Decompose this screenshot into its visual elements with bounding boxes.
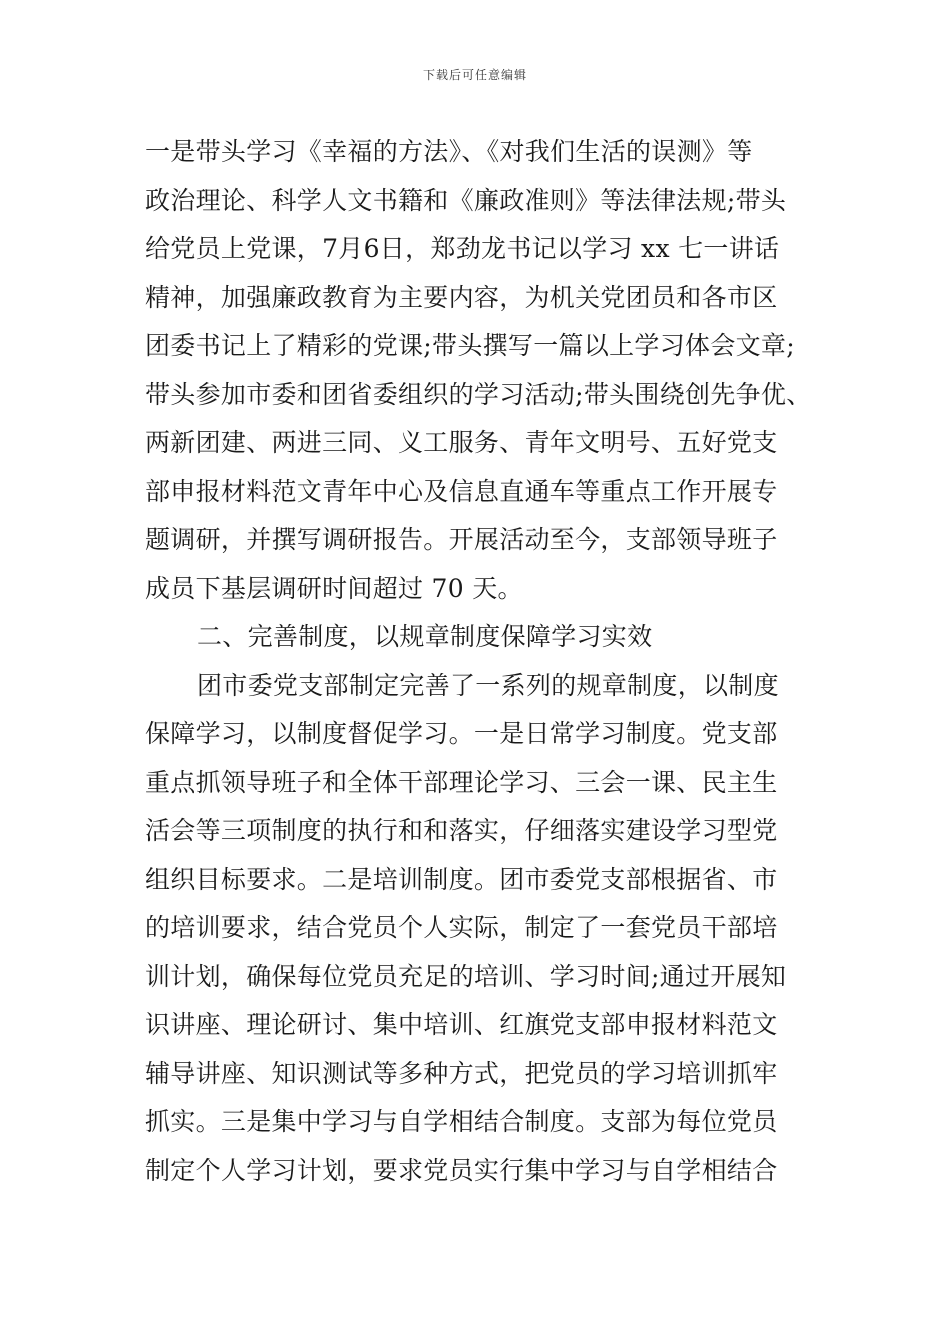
document-body <box>145 128 815 1195</box>
text-line: 训计划，确保每位党员充足的培训、学习时间;通过开展知 <box>145 961 787 991</box>
text-line: 政治理论、科学人文书籍和《廉政准则》等法律法规;带头 <box>145 185 787 215</box>
text-line: 团委书记上了精彩的党课;带头撰写一篇以上学习体会文章; <box>145 331 795 360</box>
text-line: 的培训要求，结合党员个人实际，制定了一套党员干部培 <box>145 913 778 942</box>
text-line: 组织目标要求。二是培训制度。团市委党支部根据省、市 <box>145 864 778 894</box>
section-heading: 二、完善制度，以规章制度保障学习实效 <box>197 622 653 651</box>
text-line: 识讲座、理论研讨、集中培训、红旗党支部申报材料范文 <box>145 1010 778 1039</box>
header-note: 下载后可任意编辑 <box>422 68 527 82</box>
text-line: 制定个人学习计划，要求党员实行集中学习与自学相结合 <box>145 1155 778 1185</box>
text-line: 抓实。三是集中学习与自学相结合制度。支部为每位党员 <box>145 1107 778 1136</box>
text-line: 重点抓领导班子和全体干部理论学习、三会一课、民主生 <box>145 767 778 797</box>
text-line: 辅导讲座、知识测试等多种方式，把党员的学习培训抓牢 <box>145 1058 778 1088</box>
text-line: 题调研，并撰写调研报告。开展活动至今，支部领导班子 <box>145 525 778 554</box>
text-line: 活会等三项制度的执行和和落实，仔细落实建设学习型党 <box>145 816 778 845</box>
text-line: 部申报材料范文青年中心及信息直通车等重点工作开展专 <box>145 476 778 506</box>
text-line: 给党员上党课，7月6日，郑劲龙书记以学习 xx 七一讲话 <box>145 234 780 263</box>
text-line: 精神，加强廉政教育为主要内容，为机关党团员和各市区 <box>145 282 778 312</box>
text-line: 一是带头学习《幸福的方法》、《对我们生活的误测》等 <box>145 137 753 166</box>
text-line: 两新团建、两进三同、义工服务、青年文明号、五好党支 <box>145 428 778 457</box>
paragraph-start-line: 团市委党支部制定完善了一系列的规章制度，以制度 <box>197 670 779 700</box>
text-line: 成员下基层调研时间超过 70 天。 <box>145 573 523 603</box>
text-line: 保障学习，以制度督促学习。一是日常学习制度。党支部 <box>145 719 778 748</box>
text-line: 带头参加市委和团省委组织的学习活动;带头围绕创先争优、 <box>145 379 812 409</box>
